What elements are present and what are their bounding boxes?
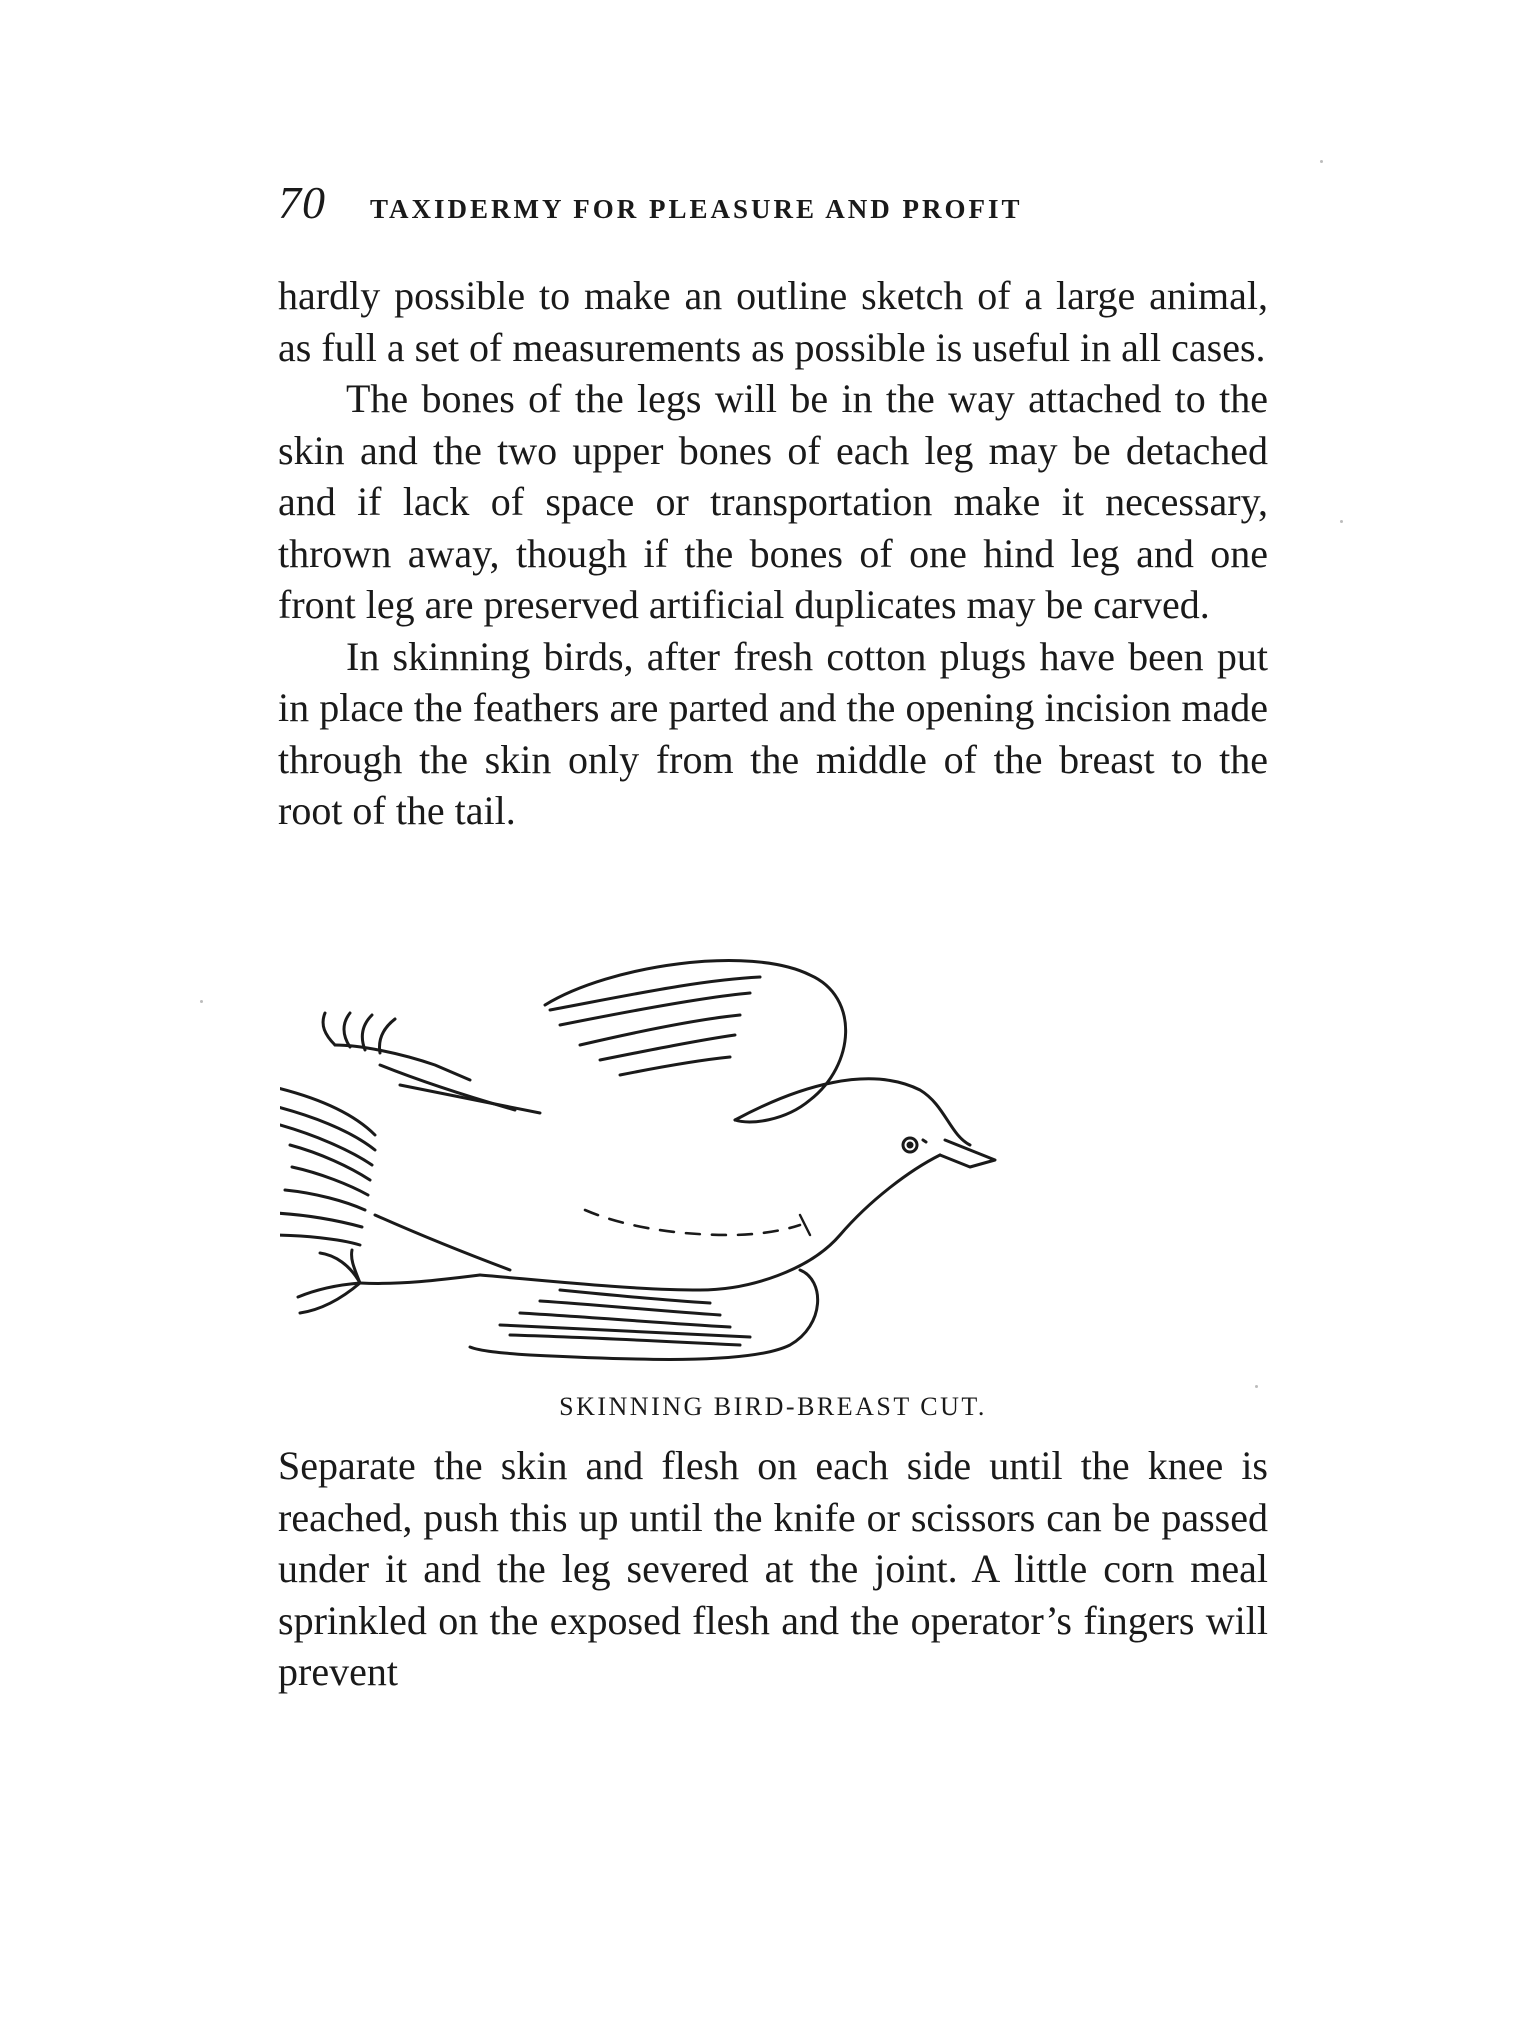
paragraph-skinning-birds: In skinning birds, after fresh cotton plugs have been put in place the feathers are parted and the opening incision made through the skin only from the middle of the breast to the root of the tail. — [278, 633, 1268, 833]
head-outline — [735, 1079, 970, 1145]
lower-wing-feather-line — [510, 1335, 740, 1345]
upper-wing-feather-line — [580, 1015, 740, 1045]
upper-wing-feather-line — [560, 993, 750, 1025]
paragraph-separate-skin: Separate the skin and flesh on each side until the knee is reached, push this up until the knife or scissors can be passed under it and the leg severed at the joint. A little corn meal sprinkled on the exposed flesh and the operator’s fingers will prevent — [278, 1443, 1268, 1694]
page-speck — [1320, 160, 1323, 163]
lower-wing-feather-line — [520, 1313, 730, 1327]
bird-illustration — [280, 935, 1270, 1375]
page-speck — [1340, 520, 1343, 523]
upper-wing-feather-line — [620, 1057, 730, 1075]
upper-foot-toe — [362, 1015, 372, 1050]
tail-feather — [280, 1213, 362, 1227]
incision-end-mark — [800, 1215, 810, 1235]
body-text-bottom — [278, 1440, 1268, 1698]
lower-leg — [360, 1275, 480, 1283]
incision-line — [585, 1210, 800, 1235]
paragraph-leg-bones: The bones of the legs will be in the way attached to the skin and the two upper bones of each leg may be detached and if lack of space or transportation make it necessary, thrown away, though if the bones of one hind leg and one front leg are preserved artificial duplicates may be carved. — [278, 376, 1268, 627]
running-title: TAXIDERMY FOR PLEASURE AND PROFIT — [370, 194, 1023, 224]
upper-foot-toe — [344, 1013, 350, 1047]
page-speck — [200, 1000, 203, 1003]
tail-feather — [290, 1145, 370, 1180]
page-speck — [1255, 1385, 1258, 1388]
running-head — [278, 176, 1268, 226]
figure-caption: SKINNING BIRD-BREAST CUT. — [559, 1392, 987, 1421]
tail-feather — [285, 1190, 365, 1210]
page-number: 70 — [278, 177, 326, 228]
lower-wing-outline — [470, 1270, 818, 1359]
upper-foot-toe — [323, 1013, 335, 1045]
upper-foot-toe — [380, 1019, 395, 1053]
paragraph-continued: hardly possible to make an outline sketch of a large animal, as full a set of measurements as possible is useful in all cases. — [278, 273, 1268, 370]
upper-wing-feather-line — [600, 1035, 735, 1060]
bird-drawing — [280, 935, 1270, 1375]
tail-feather — [280, 1085, 375, 1135]
body-text-top — [278, 270, 1268, 837]
belly-outline — [375, 1215, 510, 1270]
lower-wing-feather-line — [560, 1290, 710, 1303]
upper-wing-feather-line — [550, 977, 760, 1010]
tail-feather — [280, 1235, 360, 1245]
tail-top-outline — [400, 1085, 540, 1113]
breast-outline — [480, 1155, 940, 1290]
